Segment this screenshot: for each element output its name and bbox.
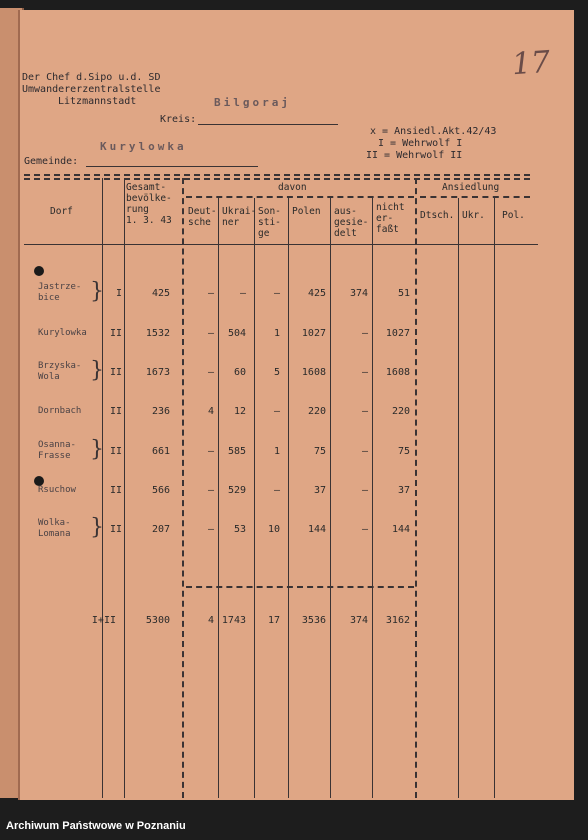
row-cell-nicht: 51 (397, 288, 410, 299)
footer-bar (0, 808, 588, 840)
header-ausgesiedelt: aus- gesie- delt (334, 206, 369, 239)
kreis-label: Kreis: (160, 114, 197, 125)
header-gesamt: Gesamt- bevölke- rung 1. 3. 43 (126, 182, 172, 226)
row-dorf: Rsuchow (38, 485, 76, 495)
row-cell-nicht: 1608 (385, 367, 410, 378)
row-wehrwolf: II (109, 328, 122, 339)
row-cell-ukrainer: 585 (227, 446, 246, 457)
row-cell-nicht: 144 (391, 524, 410, 535)
total-gesamt: 5300 (145, 615, 170, 626)
header-line-2: Umwandererzentralstelle (22, 84, 161, 95)
row-cell-deutsche: 4 (207, 406, 214, 417)
legend-x: x = Ansiedl.Akt.42/43 (370, 126, 497, 137)
kreis-value: Bilgoraj (214, 96, 291, 109)
row-brace: } (90, 358, 104, 383)
row-dorf: Brzyska- Wola (38, 361, 82, 382)
row-cell-gesamt: 1673 (145, 367, 170, 378)
table-top-rule (24, 174, 530, 176)
row-cell-deutsche: – (207, 446, 214, 457)
gemeinde-value: Kurylowka (100, 140, 187, 153)
total-polen: 3536 (301, 615, 326, 626)
row-cell-aus: – (361, 328, 368, 339)
row-wehrwolf: II (109, 485, 122, 496)
row-cell-polen: 425 (307, 288, 326, 299)
row-cell-aus: – (361, 485, 368, 496)
total-sonstige: 17 (267, 615, 280, 626)
row-cell-nicht: 1027 (385, 328, 410, 339)
header-line-3: Litzmannstadt (58, 96, 137, 107)
header-ukr: Ukr. (462, 210, 485, 221)
row-cell-ukrainer: 529 (227, 485, 246, 496)
row-cell-gesamt: 661 (151, 446, 170, 457)
row-wehrwolf: II (109, 446, 122, 457)
header-polen: Polen (292, 206, 321, 217)
header-davon: davon (278, 182, 307, 193)
col-divider-nicht (415, 178, 417, 798)
row-dorf: Kurylowka (38, 328, 87, 338)
sum-rule (186, 586, 414, 588)
row-brace: } (90, 515, 104, 540)
binder-hole-1 (34, 266, 44, 276)
row-cell-aus: – (361, 406, 368, 417)
row-cell-sonstige: 1 (273, 446, 280, 457)
col-divider-ukr (494, 198, 495, 798)
row-cell-nicht: 75 (397, 446, 410, 457)
col-divider-dtsch (458, 198, 459, 798)
row-cell-gesamt: 425 (151, 288, 170, 299)
header-line-1: Der Chef d.Sipo u.d. SD (22, 72, 161, 83)
header-sonstige: Son- sti- ge (258, 206, 281, 239)
row-dorf: Wolka- Lomana (38, 518, 71, 539)
row-cell-nicht: 220 (391, 406, 410, 417)
header-dorf: Dorf (50, 206, 73, 217)
row-cell-deutsche: – (207, 485, 214, 496)
row-cell-polen: 144 (307, 524, 326, 535)
total-ausgesiedelt: 374 (349, 615, 368, 626)
row-cell-aus: – (361, 367, 368, 378)
table-top-rule-2 (24, 178, 530, 180)
ansiedlung-rule (420, 196, 530, 198)
row-brace: } (90, 279, 104, 304)
row-cell-sonstige: 5 (273, 367, 280, 378)
row-wehrwolf: II (109, 367, 122, 378)
row-cell-gesamt: 207 (151, 524, 170, 535)
row-cell-polen: 220 (307, 406, 326, 417)
gemeinde-underline (86, 166, 258, 167)
total-nicht-erfasst: 3162 (385, 615, 410, 626)
row-cell-ukrainer: 12 (233, 406, 246, 417)
row-brace: } (90, 437, 104, 462)
header-ansiedlung: Ansiedlung (442, 182, 500, 193)
row-wehrwolf: II (109, 524, 122, 535)
row-cell-sonstige: – (273, 406, 280, 417)
row-cell-aus: – (361, 446, 368, 457)
row-cell-ukrainer: 60 (233, 367, 246, 378)
row-cell-sonstige: – (273, 485, 280, 496)
page-number: 17 (510, 44, 552, 83)
row-dorf: Dornbach (38, 406, 82, 416)
col-divider-polen (330, 198, 331, 798)
row-cell-ukrainer: 504 (227, 328, 246, 339)
header-deutsche: Deut- sche (188, 206, 217, 228)
gemeinde-label: Gemeinde: (24, 156, 79, 167)
row-wehrwolf: II (109, 406, 122, 417)
row-cell-ukrainer: – (239, 288, 246, 299)
row-cell-sonstige: – (273, 288, 280, 299)
row-cell-ukrainer: 53 (233, 524, 246, 535)
row-cell-polen: 37 (313, 485, 326, 496)
col-divider-aus (372, 198, 373, 798)
header-dtsch: Dtsch. (420, 210, 455, 221)
row-cell-deutsche: – (207, 288, 214, 299)
row-cell-aus: – (361, 524, 368, 535)
total-label: I+II (91, 615, 116, 626)
davon-rule (186, 196, 414, 198)
row-wehrwolf: I (115, 288, 122, 299)
header-nicht-erfasst: nicht er- faßt (376, 202, 405, 235)
kreis-underline (198, 124, 338, 125)
header-ukrainer: Ukrai- ner (222, 206, 257, 228)
row-cell-gesamt: 566 (151, 485, 170, 496)
row-cell-deutsche: – (207, 524, 214, 535)
row-dorf: Osanna- Frasse (38, 440, 76, 461)
row-cell-sonstige: 1 (273, 328, 280, 339)
legend-ii: II = Wehrwolf II (366, 150, 463, 161)
row-cell-nicht: 37 (397, 485, 410, 496)
header-pol: Pol. (502, 210, 525, 221)
row-cell-gesamt: 236 (151, 406, 170, 417)
legend-i: I = Wehrwolf I (378, 138, 463, 149)
col-divider-sonstige (288, 198, 289, 798)
row-cell-polen: 75 (313, 446, 326, 457)
row-cell-polen: 1027 (301, 328, 326, 339)
row-cell-deutsche: – (207, 328, 214, 339)
row-cell-sonstige: 10 (267, 524, 280, 535)
col-divider-gesamt (124, 178, 125, 798)
row-dorf: Jastrze- bice (38, 282, 82, 303)
row-cell-gesamt: 1532 (145, 328, 170, 339)
row-cell-polen: 1608 (301, 367, 326, 378)
row-cell-aus: 374 (349, 288, 368, 299)
total-ukrainer: 1743 (221, 615, 246, 626)
row-cell-deutsche: – (207, 367, 214, 378)
total-deutsche: 4 (207, 615, 214, 626)
archive-label: Archiwum Państwowe w Poznaniu (6, 820, 186, 832)
